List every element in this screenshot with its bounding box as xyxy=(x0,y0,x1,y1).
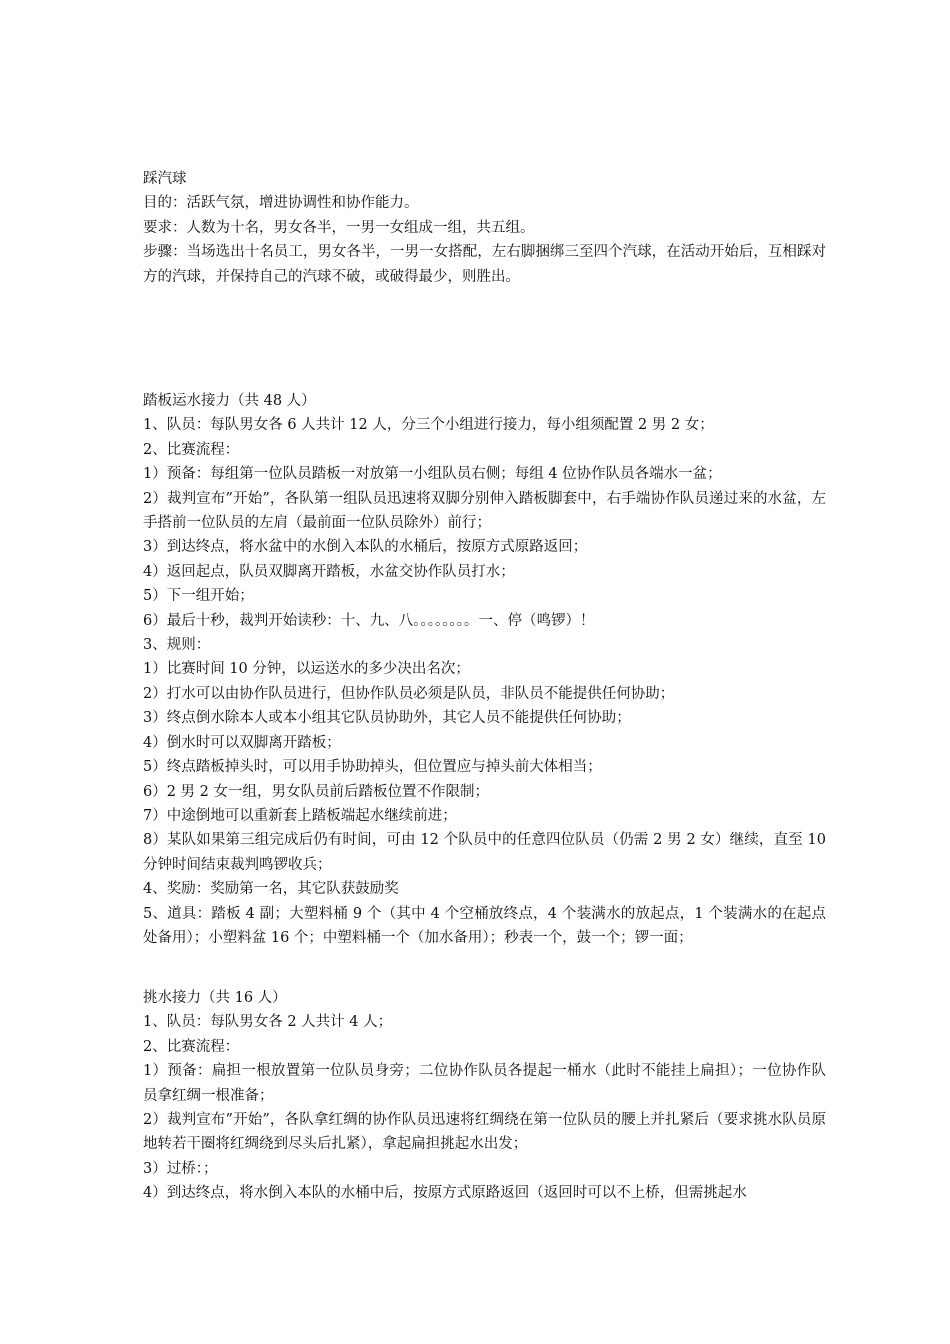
text-line: 要求：人数为十名，男女各半，一男一女组成一组，共五组。 xyxy=(143,219,535,236)
section-title: 踏板运水接力（共 48 人） xyxy=(143,393,316,409)
text-paragraph: 1）预备：扁担一根放置第一位队员身旁；二位协作队员各提起一桶水（此时不能挂上扁担）；一位协作队员拿红绸一根准备； xyxy=(143,1063,826,1104)
text-line: 3）终点倒水除本人或本小组其它队员协助外，其它人员不能提供任何协助； xyxy=(143,710,631,727)
text-line: 5）下一组开始； xyxy=(143,588,254,605)
text-line: 目的：活跃气氛，增进协调性和协作能力。 xyxy=(143,195,419,212)
section-pedal-water-relay xyxy=(143,389,826,950)
text-line: 4）返回起点，队员双脚离开踏板，水盆交协作队员打水； xyxy=(143,563,515,580)
text-line: 7）中途倒地可以重新套上踏板端起水继续前进； xyxy=(143,807,457,824)
text-line: 1）预备：每组第一位队员踏板一对放第一小组队员右侧；每组 4 位协作队员各端水一盆； xyxy=(143,466,722,483)
text-paragraph: 2）裁判宣布”开始”，各队拿红绸的协作队员迅速将红绸绕在第一位队员的腰上并扎紧后（要求挑水队员原地转若干圈将红绸绕到尽头后扎紧），拿起扁担挑起水出发； xyxy=(143,1112,827,1153)
section-title: 踩汽球 xyxy=(143,171,187,187)
text-paragraph: 步骤：当场选出十名员工，男女各半，一男一女搭配，左右脚捆绑三至四个汽球，在活动开始后，互相踩对方的汽球，并保持自己的汽球不破，或破得最少，则胜出。 xyxy=(143,244,826,285)
text-line: 4）到达终点，将水倒入本队的水桶中后，按原方式原路返回（返回时可以不上桥，但需挑起水 xyxy=(143,1185,747,1202)
section-carry-water-relay xyxy=(143,986,826,1206)
text-paragraph: 5、道具：踏板 4 副；大塑料桶 9 个（其中 4 个空桶放终点，4 个装满水的放起点，1 个装满水的在起点处备用）；小塑料盆 16 个；中塑料桶一个（加水备用）；秒表一个，鼓一个；锣一面； xyxy=(143,905,826,946)
text-line: 1）比赛时间 10 分钟，以运送水的多少决出名次； xyxy=(143,661,470,678)
text-paragraph: 2）裁判宣布”开始”，各队第一组队员迅速将双脚分别伸入踏板脚套中，右手端协作队员递过来的水盆，左手搭前一位队员的左肩（最前面一位队员除外）前行； xyxy=(143,490,827,532)
text-line: 2、比赛流程： xyxy=(143,1038,240,1055)
text-line: 3）过桥：； xyxy=(143,1160,218,1177)
section-title: 挑水接力（共 16 人） xyxy=(143,990,287,1006)
text-line: 2、比赛流程： xyxy=(143,441,240,458)
text-line: 4）倒水时可以双脚离开踏板； xyxy=(143,734,341,751)
text-line: 6）2 男 2 女一组，男女队员前后踏板位置不作限制； xyxy=(143,783,490,800)
text-line: 1、队员：每队男女各 6 人共计 12 人，分三个小组进行接力，每小组须配置 2 男 2 女； xyxy=(143,417,714,434)
text-line: 3）到达终点，将水盆中的水倒入本队的水桶后，按原方式原路返回； xyxy=(143,539,588,556)
text-line: 6）最后十秒，裁判开始读秒：十、九、八。。。。。。。。一、停（鸣锣）！ xyxy=(143,612,595,629)
text-line: 4、奖励：奖励第一名，其它队获鼓励奖 xyxy=(143,881,399,898)
text-line: 5）终点踏板掉头时，可以用手协助掉头，但位置应与掉头前大体相当； xyxy=(143,759,602,776)
section-balloon-stomp xyxy=(143,167,826,289)
text-line: 2）打水可以由协作队员进行，但协作队员必须是队员，非队员不能提供任何协助； xyxy=(143,685,675,702)
text-line: 1、队员：每队男女各 2 人共计 4 人； xyxy=(143,1014,393,1031)
text-line: 3、规则： xyxy=(143,637,211,654)
text-paragraph: 8）某队如果第三组完成后仍有时间，可由 12 个队员中的任意四位队员（仍需 2 男 2 女）继续，直至 10 分钟时间结束裁判鸣锣收兵； xyxy=(143,832,826,873)
